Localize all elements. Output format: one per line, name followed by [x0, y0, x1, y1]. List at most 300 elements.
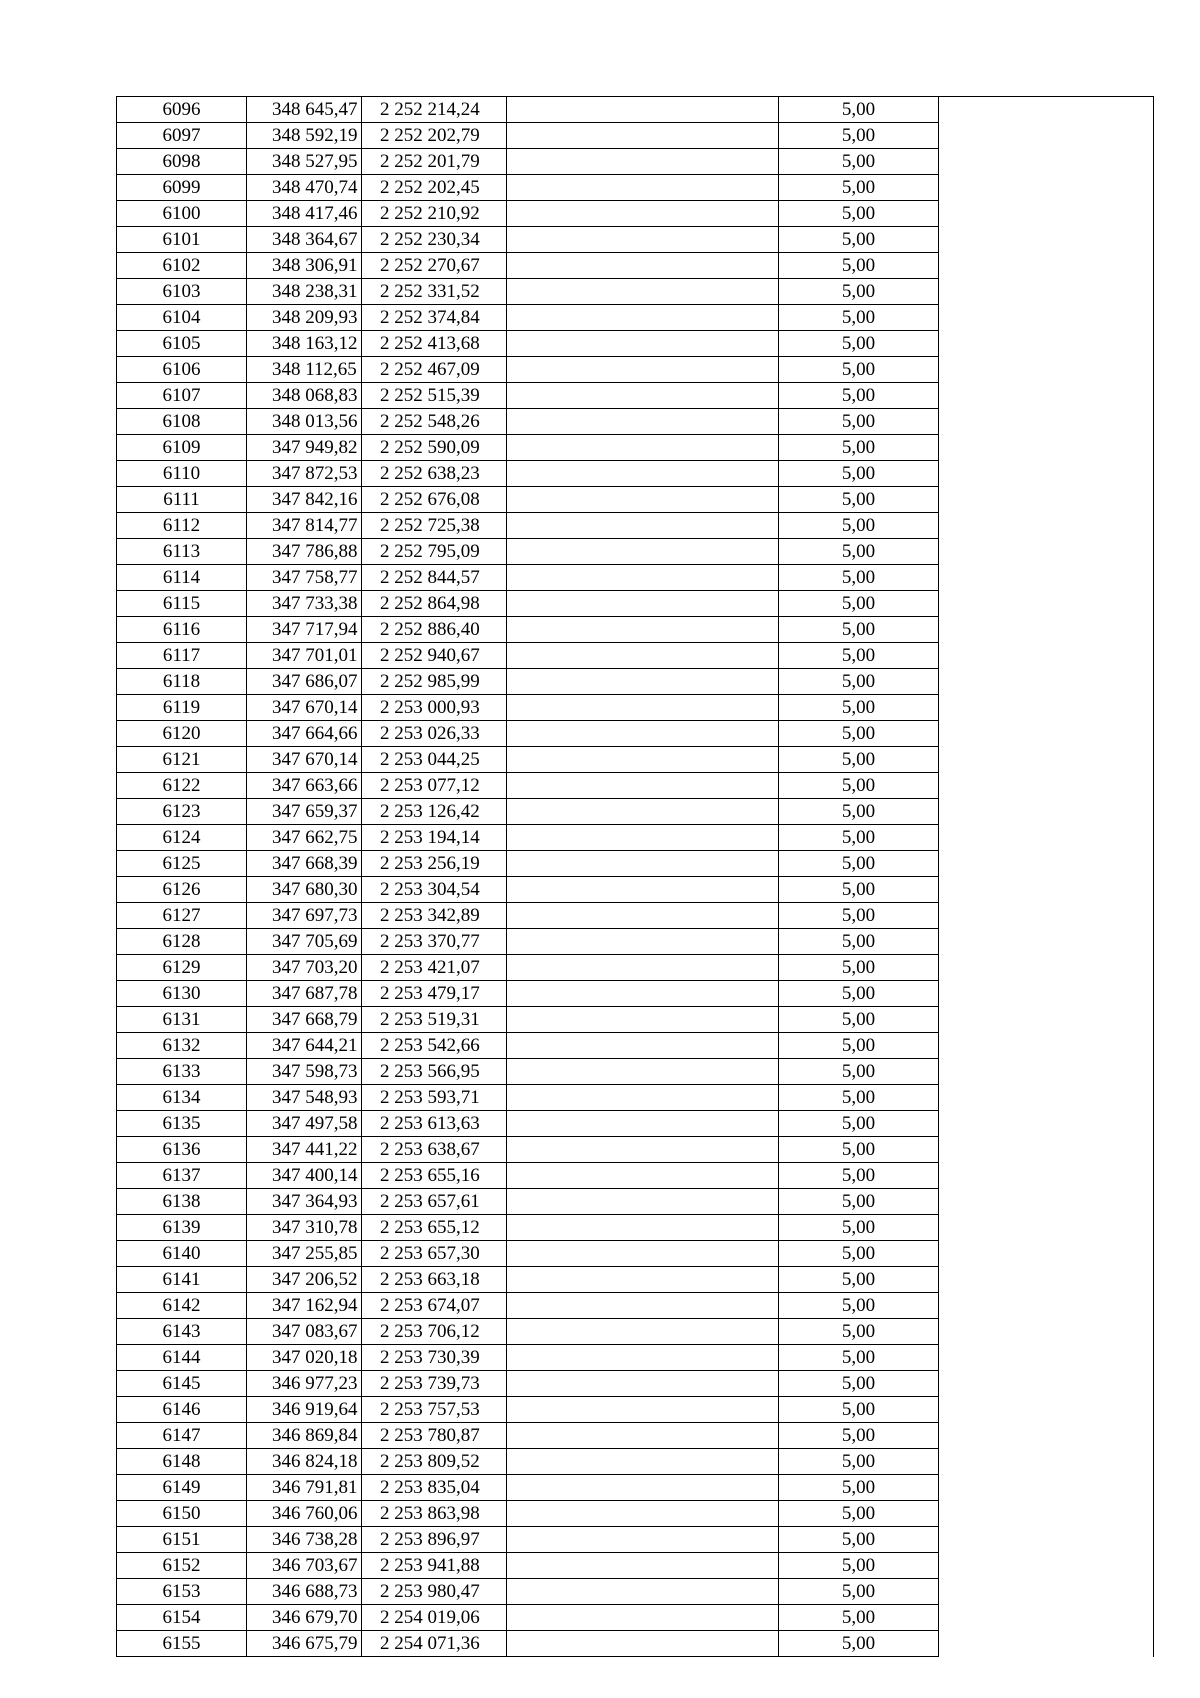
point-number-cell: 6117	[117, 643, 247, 669]
table-row	[117, 305, 1154, 331]
empty-cell	[507, 513, 779, 539]
table-row	[117, 149, 1154, 175]
y-coordinate-cell: 2 252 725,38	[362, 513, 507, 539]
x-coordinate-cell: 348 417,46	[247, 201, 362, 227]
empty-cell	[507, 695, 779, 721]
value-cell: 5,00	[779, 1085, 939, 1111]
value-cell: 5,00	[779, 747, 939, 773]
point-number-cell: 6153	[117, 1579, 247, 1605]
value-cell: 5,00	[779, 1215, 939, 1241]
x-coordinate-cell: 347 758,77	[247, 565, 362, 591]
y-coordinate-cell: 2 253 026,33	[362, 721, 507, 747]
empty-cell	[939, 695, 1154, 721]
point-number-cell: 6138	[117, 1189, 247, 1215]
y-coordinate-cell: 2 252 844,57	[362, 565, 507, 591]
empty-cell	[939, 1527, 1154, 1553]
x-coordinate-cell: 347 310,78	[247, 1215, 362, 1241]
point-number-cell: 6154	[117, 1605, 247, 1631]
empty-cell	[507, 1293, 779, 1319]
point-number-cell: 6118	[117, 669, 247, 695]
empty-cell	[939, 357, 1154, 383]
point-number-cell: 6145	[117, 1371, 247, 1397]
value-cell: 5,00	[779, 1059, 939, 1085]
x-coordinate-cell: 347 664,66	[247, 721, 362, 747]
x-coordinate-cell: 346 738,28	[247, 1527, 362, 1553]
empty-cell	[507, 97, 779, 123]
table-row	[117, 1111, 1154, 1137]
empty-cell	[507, 1319, 779, 1345]
value-cell: 5,00	[779, 1423, 939, 1449]
empty-cell	[939, 1189, 1154, 1215]
value-cell: 5,00	[779, 617, 939, 643]
point-number-cell: 6115	[117, 591, 247, 617]
empty-cell	[507, 149, 779, 175]
point-number-cell: 6124	[117, 825, 247, 851]
value-cell: 5,00	[779, 877, 939, 903]
y-coordinate-cell: 2 252 214,24	[362, 97, 507, 123]
empty-cell	[507, 357, 779, 383]
table-row	[117, 825, 1154, 851]
point-number-cell: 6106	[117, 357, 247, 383]
empty-cell	[507, 851, 779, 877]
empty-cell	[939, 825, 1154, 851]
table-row	[117, 1163, 1154, 1189]
y-coordinate-cell: 2 252 202,45	[362, 175, 507, 201]
x-coordinate-cell: 348 592,19	[247, 123, 362, 149]
table-row	[117, 643, 1154, 669]
x-coordinate-cell: 347 680,30	[247, 877, 362, 903]
empty-cell	[507, 903, 779, 929]
y-coordinate-cell: 2 253 479,17	[362, 981, 507, 1007]
x-coordinate-cell: 347 662,75	[247, 825, 362, 851]
point-number-cell: 6107	[117, 383, 247, 409]
empty-cell	[507, 1553, 779, 1579]
point-number-cell: 6137	[117, 1163, 247, 1189]
x-coordinate-cell: 347 668,39	[247, 851, 362, 877]
table-row	[117, 539, 1154, 565]
empty-cell	[507, 331, 779, 357]
x-coordinate-cell: 346 824,18	[247, 1449, 362, 1475]
table-row	[117, 227, 1154, 253]
point-number-cell: 6100	[117, 201, 247, 227]
empty-cell	[939, 201, 1154, 227]
table-row	[117, 1215, 1154, 1241]
point-number-cell: 6111	[117, 487, 247, 513]
empty-cell	[939, 279, 1154, 305]
point-number-cell: 6097	[117, 123, 247, 149]
y-coordinate-cell: 2 254 019,06	[362, 1605, 507, 1631]
point-number-cell: 6119	[117, 695, 247, 721]
y-coordinate-cell: 2 253 126,42	[362, 799, 507, 825]
empty-cell	[507, 1267, 779, 1293]
x-coordinate-cell: 347 949,82	[247, 435, 362, 461]
empty-cell	[939, 539, 1154, 565]
point-number-cell: 6149	[117, 1475, 247, 1501]
empty-cell	[939, 617, 1154, 643]
x-coordinate-cell: 347 659,37	[247, 799, 362, 825]
empty-cell	[507, 799, 779, 825]
point-number-cell: 6131	[117, 1007, 247, 1033]
point-number-cell: 6133	[117, 1059, 247, 1085]
table-row	[117, 1579, 1154, 1605]
empty-cell	[507, 175, 779, 201]
empty-cell	[939, 721, 1154, 747]
point-number-cell: 6114	[117, 565, 247, 591]
table-row	[117, 487, 1154, 513]
empty-cell	[507, 1527, 779, 1553]
y-coordinate-cell: 2 252 331,52	[362, 279, 507, 305]
value-cell: 5,00	[779, 1527, 939, 1553]
empty-cell	[507, 1215, 779, 1241]
y-coordinate-cell: 2 253 655,16	[362, 1163, 507, 1189]
empty-cell	[507, 669, 779, 695]
value-cell: 5,00	[779, 669, 939, 695]
empty-cell	[939, 955, 1154, 981]
empty-cell	[939, 1371, 1154, 1397]
empty-cell	[507, 1449, 779, 1475]
point-number-cell: 6143	[117, 1319, 247, 1345]
table-row	[117, 617, 1154, 643]
y-coordinate-cell: 2 253 657,30	[362, 1241, 507, 1267]
x-coordinate-cell: 348 209,93	[247, 305, 362, 331]
empty-cell	[507, 1033, 779, 1059]
value-cell: 5,00	[779, 149, 939, 175]
point-number-cell: 6110	[117, 461, 247, 487]
value-cell: 5,00	[779, 487, 939, 513]
value-cell: 5,00	[779, 955, 939, 981]
point-number-cell: 6123	[117, 799, 247, 825]
x-coordinate-cell: 347 701,01	[247, 643, 362, 669]
value-cell: 5,00	[779, 539, 939, 565]
point-number-cell: 6121	[117, 747, 247, 773]
x-coordinate-cell: 346 760,06	[247, 1501, 362, 1527]
empty-cell	[939, 1059, 1154, 1085]
empty-cell	[507, 1137, 779, 1163]
value-cell: 5,00	[779, 1111, 939, 1137]
table-row	[117, 1137, 1154, 1163]
table-row	[117, 1241, 1154, 1267]
value-cell: 5,00	[779, 1345, 939, 1371]
value-cell: 5,00	[779, 695, 939, 721]
table-row	[117, 1189, 1154, 1215]
point-number-cell: 6108	[117, 409, 247, 435]
x-coordinate-cell: 346 919,64	[247, 1397, 362, 1423]
point-number-cell: 6098	[117, 149, 247, 175]
x-coordinate-cell: 348 527,95	[247, 149, 362, 175]
value-cell: 5,00	[779, 643, 939, 669]
value-cell: 5,00	[779, 435, 939, 461]
y-coordinate-cell: 2 252 795,09	[362, 539, 507, 565]
table-row	[117, 1033, 1154, 1059]
empty-cell	[507, 227, 779, 253]
table-row	[117, 1267, 1154, 1293]
y-coordinate-cell: 2 252 676,08	[362, 487, 507, 513]
table-row	[117, 747, 1154, 773]
x-coordinate-cell: 347 842,16	[247, 487, 362, 513]
point-number-cell: 6116	[117, 617, 247, 643]
y-coordinate-cell: 2 253 980,47	[362, 1579, 507, 1605]
point-number-cell: 6113	[117, 539, 247, 565]
empty-cell	[507, 487, 779, 513]
empty-cell	[507, 201, 779, 227]
point-number-cell: 6148	[117, 1449, 247, 1475]
empty-cell	[939, 227, 1154, 253]
y-coordinate-cell: 2 252 940,67	[362, 643, 507, 669]
x-coordinate-cell: 347 598,73	[247, 1059, 362, 1085]
empty-cell	[939, 97, 1154, 123]
empty-cell	[939, 1579, 1154, 1605]
empty-cell	[939, 513, 1154, 539]
empty-cell	[507, 253, 779, 279]
point-number-cell: 6140	[117, 1241, 247, 1267]
x-coordinate-cell: 347 206,52	[247, 1267, 362, 1293]
value-cell: 5,00	[779, 175, 939, 201]
x-coordinate-cell: 347 548,93	[247, 1085, 362, 1111]
y-coordinate-cell: 2 253 863,98	[362, 1501, 507, 1527]
value-cell: 5,00	[779, 1241, 939, 1267]
y-coordinate-cell: 2 252 515,39	[362, 383, 507, 409]
y-coordinate-cell: 2 253 256,19	[362, 851, 507, 877]
x-coordinate-cell: 347 670,14	[247, 695, 362, 721]
point-number-cell: 6122	[117, 773, 247, 799]
table-row	[117, 565, 1154, 591]
x-coordinate-cell: 347 786,88	[247, 539, 362, 565]
table-row	[117, 175, 1154, 201]
table-row	[117, 1631, 1154, 1657]
coordinates-table	[116, 96, 1154, 1657]
table-row	[117, 851, 1154, 877]
table-row	[117, 877, 1154, 903]
y-coordinate-cell: 2 253 342,89	[362, 903, 507, 929]
empty-cell	[939, 565, 1154, 591]
empty-cell	[939, 331, 1154, 357]
value-cell: 5,00	[779, 565, 939, 591]
empty-cell	[507, 279, 779, 305]
point-number-cell: 6146	[117, 1397, 247, 1423]
value-cell: 5,00	[779, 591, 939, 617]
point-number-cell: 6103	[117, 279, 247, 305]
value-cell: 5,00	[779, 1371, 939, 1397]
x-coordinate-cell: 347 497,58	[247, 1111, 362, 1137]
table-row	[117, 435, 1154, 461]
table-row	[117, 123, 1154, 149]
value-cell: 5,00	[779, 1137, 939, 1163]
empty-cell	[507, 1241, 779, 1267]
point-number-cell: 6132	[117, 1033, 247, 1059]
empty-cell	[939, 1423, 1154, 1449]
empty-cell	[939, 669, 1154, 695]
value-cell: 5,00	[779, 97, 939, 123]
y-coordinate-cell: 2 252 230,34	[362, 227, 507, 253]
table-row	[117, 1423, 1154, 1449]
y-coordinate-cell: 2 253 421,07	[362, 955, 507, 981]
table-row	[117, 1371, 1154, 1397]
empty-cell	[507, 1423, 779, 1449]
y-coordinate-cell: 2 253 780,87	[362, 1423, 507, 1449]
empty-cell	[507, 1605, 779, 1631]
value-cell: 5,00	[779, 1397, 939, 1423]
point-number-cell: 6099	[117, 175, 247, 201]
y-coordinate-cell: 2 253 194,14	[362, 825, 507, 851]
value-cell: 5,00	[779, 461, 939, 487]
table-row	[117, 97, 1154, 123]
empty-cell	[507, 1111, 779, 1137]
x-coordinate-cell: 347 670,14	[247, 747, 362, 773]
empty-cell	[507, 747, 779, 773]
empty-cell	[939, 487, 1154, 513]
empty-cell	[507, 955, 779, 981]
point-number-cell: 6135	[117, 1111, 247, 1137]
x-coordinate-cell: 348 013,56	[247, 409, 362, 435]
y-coordinate-cell: 2 254 071,36	[362, 1631, 507, 1657]
point-number-cell: 6104	[117, 305, 247, 331]
value-cell: 5,00	[779, 903, 939, 929]
x-coordinate-cell: 347 162,94	[247, 1293, 362, 1319]
y-coordinate-cell: 2 253 896,97	[362, 1527, 507, 1553]
table-row	[117, 903, 1154, 929]
empty-cell	[939, 149, 1154, 175]
table-row	[117, 695, 1154, 721]
point-number-cell: 6130	[117, 981, 247, 1007]
empty-cell	[507, 1579, 779, 1605]
value-cell: 5,00	[779, 409, 939, 435]
y-coordinate-cell: 2 252 590,09	[362, 435, 507, 461]
empty-cell	[939, 1267, 1154, 1293]
empty-cell	[507, 1085, 779, 1111]
empty-cell	[507, 1163, 779, 1189]
empty-cell	[507, 435, 779, 461]
value-cell: 5,00	[779, 305, 939, 331]
table-row	[117, 1007, 1154, 1033]
table-row	[117, 1319, 1154, 1345]
value-cell: 5,00	[779, 1553, 939, 1579]
empty-cell	[939, 851, 1154, 877]
table-row	[117, 1527, 1154, 1553]
y-coordinate-cell: 2 252 985,99	[362, 669, 507, 695]
table-row	[117, 981, 1154, 1007]
x-coordinate-cell: 347 872,53	[247, 461, 362, 487]
empty-cell	[939, 1111, 1154, 1137]
point-number-cell: 6155	[117, 1631, 247, 1657]
y-coordinate-cell: 2 253 566,95	[362, 1059, 507, 1085]
empty-cell	[939, 1501, 1154, 1527]
x-coordinate-cell: 347 663,66	[247, 773, 362, 799]
point-number-cell: 6141	[117, 1267, 247, 1293]
value-cell: 5,00	[779, 1475, 939, 1501]
x-coordinate-cell: 348 163,12	[247, 331, 362, 357]
y-coordinate-cell: 2 253 519,31	[362, 1007, 507, 1033]
table-row	[117, 513, 1154, 539]
y-coordinate-cell: 2 252 210,92	[362, 201, 507, 227]
y-coordinate-cell: 2 253 655,12	[362, 1215, 507, 1241]
empty-cell	[939, 1605, 1154, 1631]
point-number-cell: 6144	[117, 1345, 247, 1371]
point-number-cell: 6127	[117, 903, 247, 929]
point-number-cell: 6152	[117, 1553, 247, 1579]
empty-cell	[939, 1241, 1154, 1267]
y-coordinate-cell: 2 252 413,68	[362, 331, 507, 357]
value-cell: 5,00	[779, 201, 939, 227]
empty-cell	[939, 305, 1154, 331]
value-cell: 5,00	[779, 851, 939, 877]
x-coordinate-cell: 346 977,23	[247, 1371, 362, 1397]
y-coordinate-cell: 2 252 864,98	[362, 591, 507, 617]
y-coordinate-cell: 2 253 706,12	[362, 1319, 507, 1345]
table-row	[117, 253, 1154, 279]
point-number-cell: 6120	[117, 721, 247, 747]
empty-cell	[939, 461, 1154, 487]
empty-cell	[939, 799, 1154, 825]
empty-cell	[507, 591, 779, 617]
table-row	[117, 1345, 1154, 1371]
x-coordinate-cell: 346 679,70	[247, 1605, 362, 1631]
coordinates-table-body	[117, 97, 1154, 1657]
x-coordinate-cell: 347 703,20	[247, 955, 362, 981]
table-row	[117, 409, 1154, 435]
value-cell: 5,00	[779, 227, 939, 253]
x-coordinate-cell: 348 306,91	[247, 253, 362, 279]
empty-cell	[507, 1189, 779, 1215]
empty-cell	[939, 1215, 1154, 1241]
table-row	[117, 461, 1154, 487]
empty-cell	[507, 721, 779, 747]
empty-cell	[507, 773, 779, 799]
value-cell: 5,00	[779, 1319, 939, 1345]
table-row	[117, 1397, 1154, 1423]
value-cell: 5,00	[779, 513, 939, 539]
x-coordinate-cell: 346 791,81	[247, 1475, 362, 1501]
empty-cell	[939, 591, 1154, 617]
x-coordinate-cell: 346 703,67	[247, 1553, 362, 1579]
empty-cell	[507, 1397, 779, 1423]
empty-cell	[507, 461, 779, 487]
empty-cell	[939, 1163, 1154, 1189]
empty-cell	[939, 1319, 1154, 1345]
table-row	[117, 357, 1154, 383]
table-row	[117, 1293, 1154, 1319]
empty-cell	[939, 1085, 1154, 1111]
empty-cell	[507, 409, 779, 435]
point-number-cell: 6128	[117, 929, 247, 955]
empty-cell	[507, 981, 779, 1007]
x-coordinate-cell: 347 814,77	[247, 513, 362, 539]
point-number-cell: 6151	[117, 1527, 247, 1553]
value-cell: 5,00	[779, 1007, 939, 1033]
x-coordinate-cell: 348 364,67	[247, 227, 362, 253]
table-row	[117, 1085, 1154, 1111]
x-coordinate-cell: 347 668,79	[247, 1007, 362, 1033]
point-number-cell: 6147	[117, 1423, 247, 1449]
empty-cell	[507, 1475, 779, 1501]
table-row	[117, 773, 1154, 799]
x-coordinate-cell: 347 687,78	[247, 981, 362, 1007]
y-coordinate-cell: 2 252 270,67	[362, 253, 507, 279]
empty-cell	[939, 409, 1154, 435]
y-coordinate-cell: 2 253 077,12	[362, 773, 507, 799]
x-coordinate-cell: 348 645,47	[247, 97, 362, 123]
y-coordinate-cell: 2 253 657,61	[362, 1189, 507, 1215]
value-cell: 5,00	[779, 1033, 939, 1059]
point-number-cell: 6112	[117, 513, 247, 539]
x-coordinate-cell: 346 675,79	[247, 1631, 362, 1657]
value-cell: 5,00	[779, 1501, 939, 1527]
y-coordinate-cell: 2 252 202,79	[362, 123, 507, 149]
x-coordinate-cell: 347 697,73	[247, 903, 362, 929]
point-number-cell: 6109	[117, 435, 247, 461]
empty-cell	[507, 1007, 779, 1033]
empty-cell	[507, 643, 779, 669]
table-row	[117, 1449, 1154, 1475]
